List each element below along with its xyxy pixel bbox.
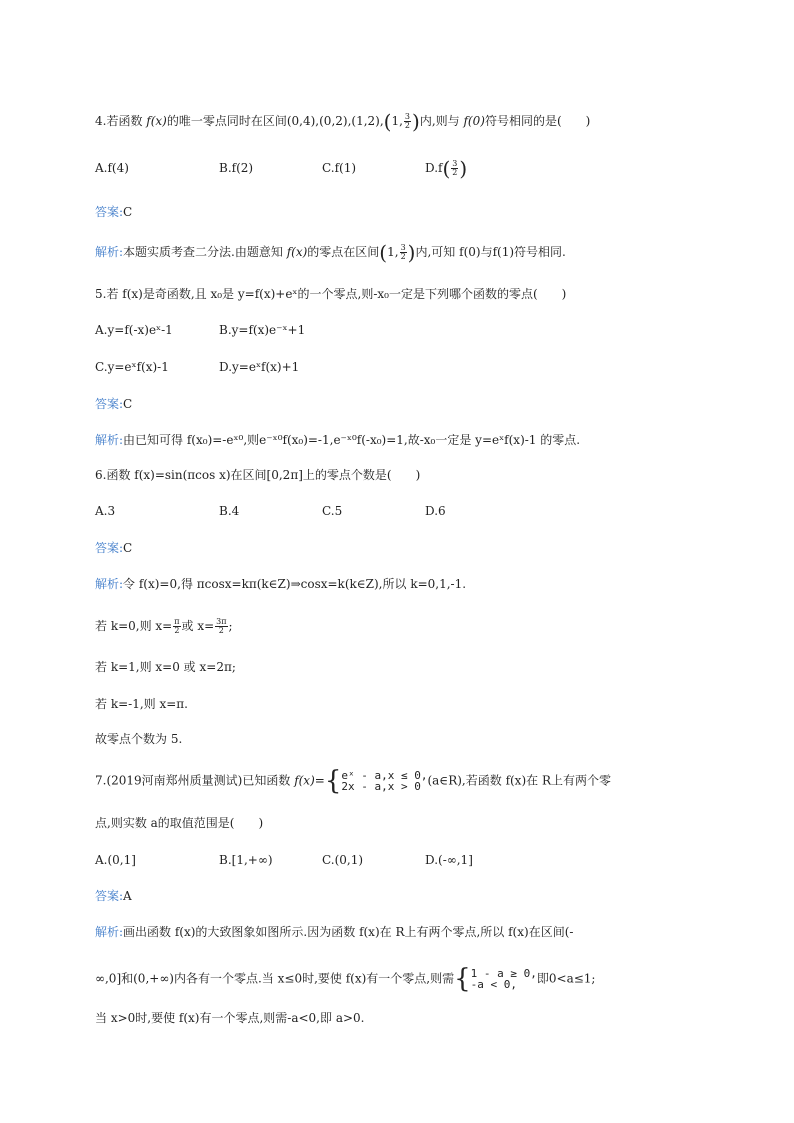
fraction-numerator: 3 — [404, 112, 411, 121]
q4-stem-text: 4.若函数 — [95, 114, 143, 128]
left-brace: { — [454, 964, 471, 994]
q5-analysis — [95, 432, 580, 448]
q7-option-d: D.(-∞,1] — [425, 853, 473, 867]
analysis-label: 解析: — [95, 577, 124, 591]
q4-analysis-function: f(x) — [286, 245, 308, 259]
answer-value: C — [123, 541, 133, 555]
q4-option-d — [425, 156, 468, 181]
analysis-label: 解析: — [95, 433, 124, 447]
left-brace: { — [324, 766, 342, 796]
piece-row-2: 2x - a,x > 0 — [341, 780, 421, 793]
answer-label: 答案: — [95, 205, 124, 219]
q4-analysis-text: 本题实质考查二分法.由题意知 — [123, 245, 283, 259]
q6-answer — [95, 540, 132, 556]
q6-case1-end: ; — [228, 619, 233, 633]
q6-option-b: B.4 — [219, 504, 240, 518]
q4-answer — [95, 204, 132, 220]
fraction-denominator: 2 — [400, 252, 406, 261]
q7-option-c: C.(0,1) — [322, 853, 364, 867]
q6-case1-fraction1 — [173, 618, 180, 635]
q7-analysis-text2: ∞,0]和(0,+∞)内各有一个零点.当 x≤0时,要使 f(x)有一个零点,则需 — [95, 971, 455, 986]
fraction-denominator: 2 — [218, 626, 224, 635]
q7-analysis-line1 — [95, 924, 573, 940]
q7-stem-line2: 点,则实数 a的取值范围是( ) — [95, 816, 264, 830]
q4-option-a: A.f(4) — [95, 161, 129, 175]
q4-option-c: C.f(1) — [322, 161, 357, 175]
answer-value: C — [123, 397, 133, 411]
q4-stem-end: 符号相同的是( ) — [484, 114, 591, 128]
q4-options — [95, 156, 468, 181]
q7-stem-text: 7.(2019河南郑州质量测试)已知函数 — [95, 773, 291, 788]
answer-label: 答案: — [95, 541, 124, 555]
q6-option-d: D.6 — [425, 504, 446, 518]
analysis-label: 解析: — [95, 245, 124, 259]
condition-row-2: -a < 0, — [470, 978, 517, 991]
fraction-numerator: 3π — [216, 617, 227, 626]
q4-stem — [95, 109, 591, 134]
paren-open: ( — [379, 240, 388, 265]
q7-piecewise — [324, 766, 428, 796]
q5-stem: 5.若 f(x)是奇函数,且 x₀是 y=f(x)+eˣ的一个零点,则-x₀一定是下列哪个函数的零点( ) — [95, 287, 567, 301]
q4-analysis — [95, 240, 566, 265]
q6-analysis — [95, 576, 466, 592]
q4-option-d-label: D.f — [425, 161, 443, 175]
q4-fraction — [404, 113, 411, 130]
q4-intervals: 的唯一零点同时在区间(0,4),(0,2),(1,2), — [166, 114, 384, 128]
fraction-denominator: 2 — [452, 168, 458, 177]
q6-option-a: A.3 — [95, 504, 116, 518]
q5-answer — [95, 396, 132, 412]
q5-option-a: A.y=f(-x)eˣ-1 — [95, 323, 173, 337]
piece-row-1: eˣ - a,x ≤ 0, — [341, 769, 428, 782]
q6-case1-text2: 或 x= — [181, 619, 215, 633]
q4-analysis-text2: 的零点在区间 — [307, 245, 380, 259]
q7-answer — [95, 888, 132, 904]
q5-option-d: D.y=eˣf(x)+1 — [219, 360, 300, 374]
q7-analysis-line2 — [95, 964, 596, 994]
q7-condition-system — [454, 964, 537, 994]
paren-close: ) — [412, 109, 420, 134]
answer-value: C — [123, 205, 133, 219]
q5-option-c: C.y=eˣf(x)-1 — [95, 360, 169, 374]
q4-analysis-text3: 内,可知 — [415, 245, 456, 259]
q4-option-d-fraction — [451, 160, 458, 177]
q6-conclusion: 故零点个数为 5. — [95, 732, 183, 746]
q5-options-row1 — [95, 322, 305, 338]
q7-stem-text3: f(x)在 R上有两个零 — [505, 773, 611, 788]
q5-options-row2 — [95, 359, 299, 375]
q4-interval-left: 1, — [391, 114, 403, 128]
analysis-label: 解析: — [95, 925, 124, 939]
answer-label: 答案: — [95, 889, 124, 903]
q7-options — [95, 852, 473, 868]
q7-analysis-text3: 即0<a≤1; — [536, 971, 596, 986]
q6-options — [95, 503, 446, 519]
answer-value: A — [123, 889, 132, 903]
q6-case1 — [95, 618, 233, 635]
q6-case1-fraction2 — [215, 618, 227, 635]
q5-analysis-text: 由已知可得 f(x₀)=-eˣ⁰,则e⁻ˣ⁰f(x₀)=-1,e⁻ˣ⁰f(-x₀)=1,故-x₀一定是 y=eˣf(x)-1 的零点. — [123, 433, 581, 447]
q6-case1-text: 若 k=0,则 x= — [95, 619, 173, 633]
q6-option-c: C.5 — [322, 504, 343, 518]
q5-option-b: B.y=f(x)e⁻ˣ+1 — [219, 323, 306, 337]
q6-case2: 若 k=1,则 x=0 或 x=2π; — [95, 660, 236, 674]
q6-case3: 若 k=-1,则 x=π. — [95, 697, 188, 711]
q7-option-b: B.[1,+∞) — [219, 853, 273, 867]
paren-open: ( — [383, 109, 392, 134]
q4-option-b: B.f(2) — [219, 161, 254, 175]
q7-stem-text2: (a∈R),若函数 — [427, 773, 502, 788]
q7-analysis-text: 画出函数 f(x)的大致图象如图所示.因为函数 f(x)在 R上有两个零点,所以 f(x)在区间(- — [123, 925, 574, 939]
fraction-numerator: 3 — [400, 243, 406, 252]
fraction-denominator: 2 — [174, 626, 180, 635]
answer-label: 答案: — [95, 397, 124, 411]
fraction-denominator: 2 — [404, 121, 411, 130]
q7-option-a: A.(0,1] — [95, 853, 136, 867]
q4-f0: f(0) — [463, 114, 485, 128]
paren-open: ( — [442, 156, 451, 181]
q7-function: f(x)= — [294, 773, 325, 788]
condition-row-1: 1 - a ≥ 0, — [470, 967, 537, 980]
q6-stem: 6.函数 f(x)=sin(πcos x)在区间[0,2π]上的零点个数是( ) — [95, 468, 421, 482]
fraction-numerator: π — [174, 617, 180, 626]
q4-analysis-fraction — [400, 244, 407, 261]
q4-analysis-end: f(0)与f(1)符号相同. — [459, 245, 566, 259]
q4-stem-text2: 内,则与 — [419, 114, 460, 128]
q4-analysis-interval-left: 1, — [387, 245, 399, 259]
paren-close: ) — [459, 156, 468, 181]
q4-function: f(x) — [146, 114, 167, 128]
q7-stem — [95, 766, 611, 796]
q7-analysis-line3: 当 x>0时,要使 f(x)有一个零点,则需-a<0,即 a>0. — [95, 1011, 365, 1025]
fraction-numerator: 3 — [452, 159, 458, 168]
paren-close: ) — [407, 240, 416, 265]
q6-analysis-text: 令 f(x)=0,得 πcosx=kπ(k∈Z)⇒cosx=k(k∈Z),所以 k=0,1,-1. — [123, 577, 467, 591]
